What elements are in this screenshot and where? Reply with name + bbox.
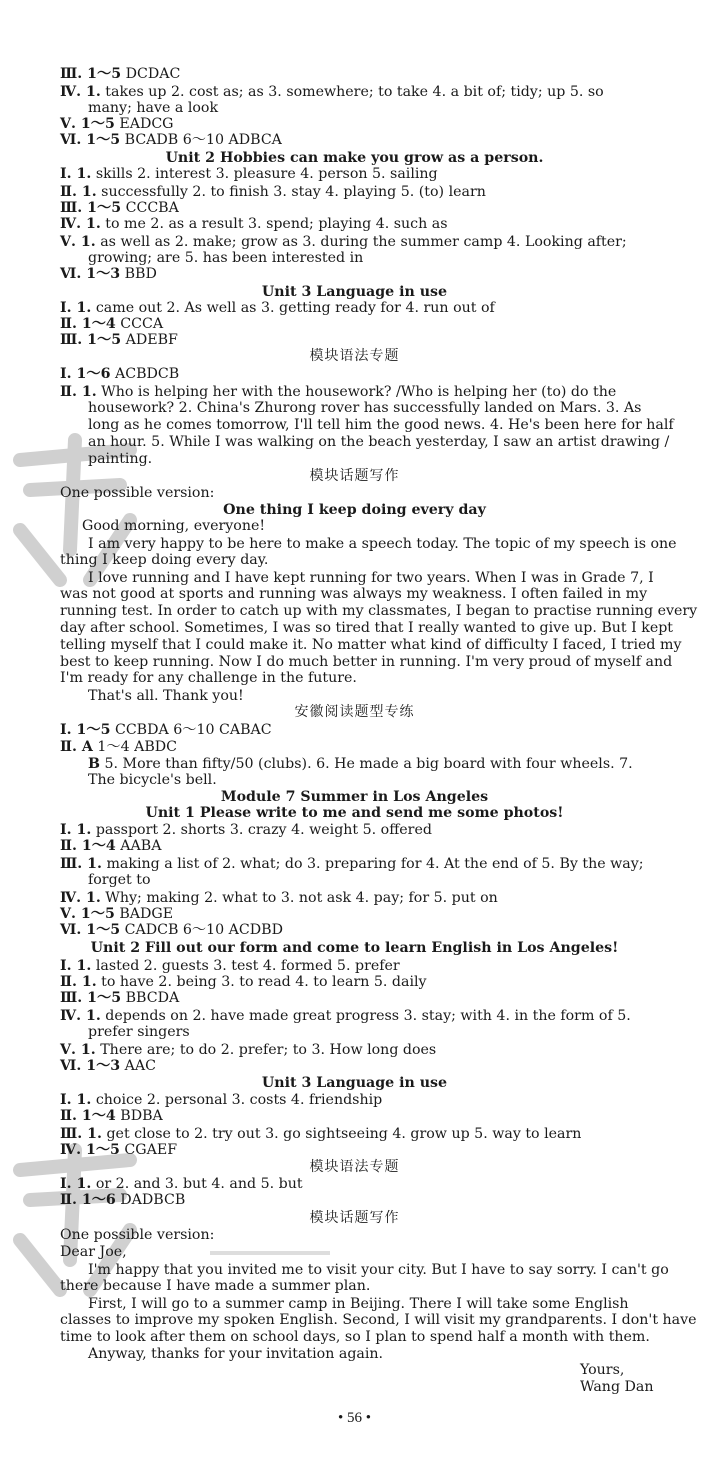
item-number: Ⅱ. 1～4 <box>60 838 116 854</box>
answer-line <box>60 384 660 401</box>
answer-line <box>60 1042 660 1059</box>
answer-text: Dear Joe, <box>60 1244 127 1260</box>
answer-line <box>60 332 660 349</box>
answer-line <box>88 400 688 417</box>
item-number: Ⅴ. 1. <box>60 1042 96 1058</box>
module7-unit1-heading: Unit 1 Please write to me and send me some photos! <box>145 805 564 821</box>
answer-text: DCDAC <box>121 66 181 82</box>
answer-text: day after school. Sometimes, I was so tired that I really wanted to give up. But I kept <box>60 620 673 636</box>
page-number: • 56 • <box>337 1410 371 1426</box>
answer-line <box>88 772 688 789</box>
letter-signature: Wang Dan <box>580 1379 654 1395</box>
answer-text: BBD <box>120 266 157 282</box>
answer-line <box>60 603 698 620</box>
answer-text: I'm happy that you invited me to visit your city. But I have to say sorry. I can't go <box>88 1262 669 1278</box>
answer-line <box>60 552 660 569</box>
answer-line <box>60 922 660 939</box>
answer-line <box>60 366 660 383</box>
answer-line <box>60 1192 660 1209</box>
item-number: Ⅲ. 1～5 <box>60 66 122 82</box>
writing-intro-2: One possible version: <box>60 1227 215 1243</box>
answer-text: Who is helping her with the housework? /Who is helping her (to) do the <box>96 384 617 400</box>
item-number: Ⅲ. 1～5 <box>60 332 122 348</box>
answer-text: That's all. Thank you! <box>88 688 244 704</box>
answer-line <box>60 1058 660 1075</box>
answer-line <box>88 1024 688 1041</box>
answer-text: forget to <box>88 872 151 888</box>
answer-text: to have 2. being 3. to read 4. to learn 5. daily <box>96 974 427 990</box>
answer-line <box>60 974 660 991</box>
answer-line <box>88 570 688 587</box>
essay-title: One thing I keep doing every day <box>223 502 486 518</box>
answer-text: to me 2. as a result 3. spend; playing 4. such as <box>100 216 448 232</box>
answer-text: AAC <box>120 1058 156 1074</box>
answer-line <box>60 1312 697 1329</box>
answer-text: telling myself that I could make it. No matter what kind of difficulty I faced, I tried my <box>60 637 682 653</box>
answer-text: depends on 2. have made great progress 3. stay; with 4. in the form of 5. <box>100 1008 631 1024</box>
answer-line <box>60 300 660 317</box>
answer-line <box>88 417 688 434</box>
answer-text: I am very happy to be here to make a speech today. The topic of my speech is one <box>88 536 677 552</box>
answer-line <box>88 872 688 889</box>
answer-line <box>60 586 660 603</box>
module7-heading: Module 7 Summer in Los Angeles <box>220 789 489 805</box>
answer-text: there because I have made a summer plan. <box>60 1278 371 1294</box>
answer-line <box>88 434 688 451</box>
item-number: Ⅳ. 1～5 <box>60 1142 120 1158</box>
answer-text: successfully 2. to finish 3. stay 4. playing 5. (to) learn <box>96 184 486 200</box>
grammar-topic-heading: 模块语法专题 <box>309 348 400 364</box>
answer-text: thing I keep doing every day. <box>60 552 269 568</box>
item-number: Ⅲ. 1～5 <box>60 200 122 216</box>
item-number: Ⅰ. 1. <box>60 1176 92 1192</box>
answer-line <box>60 266 660 283</box>
answer-text: classes to improve my spoken English. Second, I will visit my grandparents. I don't have <box>60 1312 697 1328</box>
answer-line <box>60 1108 660 1125</box>
item-number: Ⅰ. 1～6 <box>60 366 111 382</box>
answer-line <box>88 1262 688 1279</box>
item-number: Ⅴ. 1～5 <box>60 116 115 132</box>
answer-text: skills 2. interest 3. pleasure 4. person 5. sailing <box>91 166 438 182</box>
module7-unit3-heading: Unit 3 Language in use <box>261 1075 448 1091</box>
answer-text: 1～4 ABDC <box>92 739 178 755</box>
answer-line <box>60 1278 660 1295</box>
answer-text: lasted 2. guests 3. test 4. formed 5. prefer <box>91 958 400 974</box>
answer-line <box>60 838 660 855</box>
answer-line <box>60 1142 660 1159</box>
answer-line <box>0 150 709 167</box>
answer-text: EADCG <box>114 116 174 132</box>
answer-line <box>88 1346 688 1363</box>
item-number: Ⅱ. 1～6 <box>60 1192 116 1208</box>
answer-line <box>60 1092 660 1109</box>
answer-text: as well as 2. make; grow as 3. during the summer camp 4. Looking after; <box>95 234 627 250</box>
item-number: Ⅰ. 1. <box>60 1092 92 1108</box>
answer-text: BADGE <box>114 906 174 922</box>
item-number: Ⅳ. 1. <box>60 890 101 906</box>
answer-text: many; have a look <box>88 100 219 116</box>
answer-line <box>60 316 660 333</box>
item-number: Ⅰ. 1. <box>60 958 92 974</box>
item-number: Ⅵ. 1～3 <box>60 266 121 282</box>
item-number: Ⅱ. 1. <box>60 384 97 400</box>
item-number: Ⅰ. 1. <box>60 300 92 316</box>
item-number: Ⅴ. 1. <box>60 234 96 250</box>
answer-text: best to keep running. Now I do much better in running. I'm very proud of myself and <box>60 654 673 670</box>
answer-line <box>88 1296 688 1313</box>
writing-topic-heading-2: 模块话题写作 <box>309 1210 400 1226</box>
answer-text: I love running and I have kept running for two years. When I was in Grade 7, I <box>88 570 654 586</box>
answer-text: CADCB 6～10 ACDBD <box>120 922 283 938</box>
answer-text: prefer singers <box>88 1024 190 1040</box>
item-number: Ⅲ. 1. <box>60 856 102 872</box>
answer-line <box>60 66 660 83</box>
item-number: Ⅱ. 1. <box>60 184 97 200</box>
answer-text: was not good at sports and running was always my weakness. I often failed in my <box>60 586 648 602</box>
answer-line <box>60 958 660 975</box>
answer-text: The bicycle's bell. <box>88 772 217 788</box>
answer-line <box>60 890 660 907</box>
module7-unit2-heading: Unit 2 Fill out our form and come to learn English in Los Angeles! <box>90 940 619 956</box>
answer-text: making a list of 2. what; do 3. preparing for 4. At the end of 5. By the way; <box>101 856 644 872</box>
item-number: Ⅱ. 1. <box>60 974 97 990</box>
answer-text: time to look after them on school days, so I plan to spend half a month with them. <box>60 1329 650 1345</box>
answer-text: Good morning, everyone! <box>82 518 266 534</box>
answer-text: get close to 2. try out 3. go sightseeing 4. grow up 5. way to learn <box>101 1126 582 1142</box>
answer-text: passport 2. shorts 3. crazy 4. weight 5. offered <box>91 822 432 838</box>
item-number: B <box>88 756 100 772</box>
answer-text: growing; are 5. has been interested in <box>88 250 364 266</box>
answer-text: or 2. and 3. but 4. and 5. but <box>91 1176 303 1192</box>
answer-line <box>88 536 688 553</box>
answer-text: There are; to do 2. prefer; to 3. How long does <box>95 1042 437 1058</box>
item-number: Ⅳ. 1. <box>60 1008 101 1024</box>
answer-text: an hour. 5. While I was walking on the beach yesterday, I saw an artist drawing / <box>88 434 670 450</box>
answer-line <box>88 756 688 773</box>
answer-line <box>60 1008 660 1025</box>
answer-text: BCADB 6～10 ADBCA <box>120 132 282 148</box>
answer-text: Unit 3 Language in use <box>261 284 448 300</box>
answer-text: CGAEF <box>119 1142 178 1158</box>
answer-text: came out 2. As well as 3. getting ready for 4. run out of <box>91 300 495 316</box>
answer-text: BDBA <box>115 1108 163 1124</box>
item-number: Ⅵ. 1～3 <box>60 1058 121 1074</box>
answer-line <box>60 990 660 1007</box>
answer-line <box>60 822 660 839</box>
answer-text: painting. <box>88 451 153 467</box>
item-number: Ⅴ. 1～5 <box>60 906 115 922</box>
answer-line <box>60 84 660 101</box>
answer-text: Why; making 2. what to 3. not ask 4. pay; for 5. put on <box>100 890 498 906</box>
answer-line <box>60 654 673 671</box>
answer-line <box>60 739 660 756</box>
answer-line <box>60 1176 660 1193</box>
answer-text: CCCA <box>115 316 164 332</box>
answer-line <box>60 132 660 149</box>
item-number: Ⅰ. 1. <box>60 822 92 838</box>
item-number: Ⅰ. 1～5 <box>60 722 111 738</box>
answer-line <box>60 1244 660 1261</box>
answer-line <box>60 906 660 923</box>
answer-line <box>82 518 682 535</box>
answer-line <box>60 856 660 873</box>
answer-text: takes up 2. cost as; as 3. somewhere; to take 4. a bit of; tidy; up 5. so <box>100 84 604 100</box>
answer-text: long as he comes tomorrow, I'll tell him the good news. 4. He's been here for half <box>88 417 674 433</box>
answer-text: AABA <box>115 838 162 854</box>
answer-line <box>60 200 660 217</box>
answer-text: choice 2. personal 3. costs 4. friendship <box>91 1092 383 1108</box>
answer-text: Unit 2 Hobbies can make you grow as a person. <box>165 150 544 166</box>
answer-text: I'm ready for any challenge in the future. <box>60 670 357 686</box>
answer-text: ACBDCB <box>110 366 180 382</box>
answer-line <box>60 670 660 687</box>
answer-line <box>60 1126 660 1143</box>
answer-text: First, I will go to a summer camp in Beijing. There I will take some English <box>88 1296 629 1312</box>
item-number: Ⅲ. 1～5 <box>60 990 122 1006</box>
item-number: Ⅰ. 1. <box>60 166 92 182</box>
answer-line <box>60 1329 660 1346</box>
answer-line <box>0 284 709 301</box>
item-number: Ⅱ. 1～4 <box>60 1108 116 1124</box>
reading-practice-heading: 安徽阅读题型专练 <box>294 704 415 720</box>
answer-text: CCBDA 6～10 CABAC <box>110 722 272 738</box>
answer-text: BBCDA <box>121 990 180 1006</box>
answer-line <box>60 722 660 739</box>
answer-text: 5. More than fifty/50 (clubs). 6. He made a big board with four wheels. 7. <box>100 756 633 772</box>
answer-text: running test. In order to catch up with my classmates, I began to practise running every <box>60 603 698 619</box>
answer-line <box>60 166 660 183</box>
answer-line <box>88 451 688 468</box>
writing-topic-heading: 模块话题写作 <box>309 468 400 484</box>
answer-line <box>60 216 660 233</box>
answer-line <box>60 637 682 654</box>
item-number: Ⅵ. 1～5 <box>60 132 121 148</box>
answer-line <box>88 250 688 267</box>
answer-text: DADBCB <box>115 1192 186 1208</box>
item-number: Ⅱ. 1～4 <box>60 316 116 332</box>
item-number: Ⅳ. 1. <box>60 84 101 100</box>
letter-closing: Yours, <box>580 1362 625 1378</box>
item-number: Ⅵ. 1～5 <box>60 922 121 938</box>
answer-line <box>88 688 688 705</box>
item-number: Ⅲ. 1. <box>60 1126 102 1142</box>
answer-text: Anyway, thanks for your invitation again. <box>88 1346 384 1362</box>
grammar-topic-heading-2: 模块语法专题 <box>309 1159 400 1175</box>
answer-line <box>60 184 660 201</box>
answer-text: housework? 2. China's Zhurong rover has successfully landed on Mars. 3. As <box>88 400 642 416</box>
answer-text: CCCBA <box>121 200 179 216</box>
answer-line <box>60 234 660 251</box>
answer-text: ADEBF <box>121 332 178 348</box>
answer-line <box>88 100 688 117</box>
answer-line <box>60 116 660 133</box>
item-number: Ⅳ. 1. <box>60 216 101 232</box>
item-number: Ⅱ. A <box>60 739 93 755</box>
writing-intro: One possible version: <box>60 485 215 501</box>
answer-line <box>60 620 673 637</box>
